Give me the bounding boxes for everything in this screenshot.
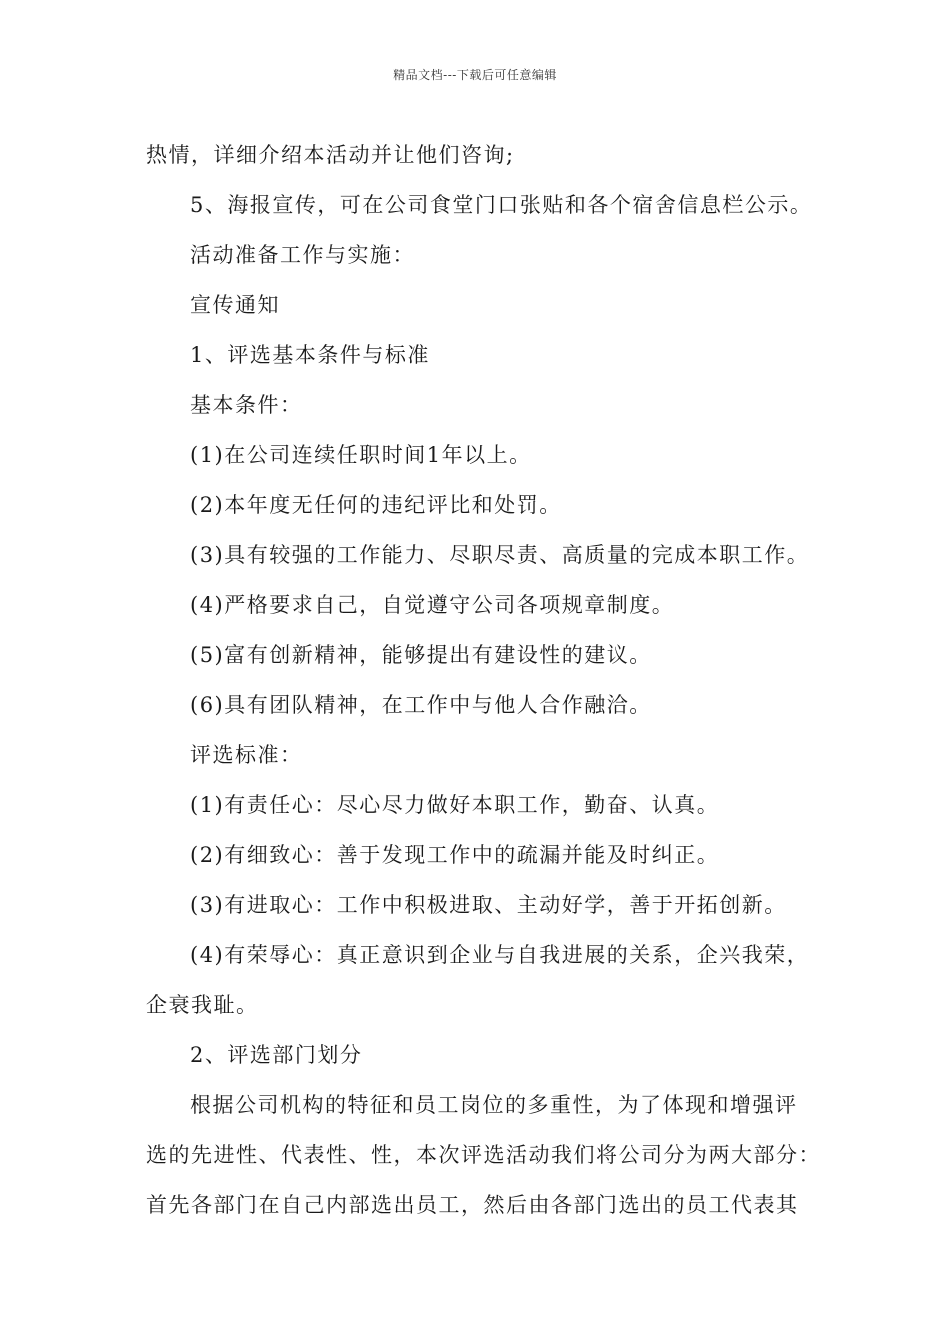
paragraph: (1)在公司连续任职时间1年以上。 [190, 443, 532, 467]
paragraph: (3)具有较强的工作能力、尽职尽责、高质量的完成本职工作。 [190, 543, 810, 567]
paragraph: 选的先进性、代表性、性，本次评选活动我们将公司分为两大部分： [146, 1143, 821, 1167]
paragraph: (1)有责任心：尽心尽力做好本职工作，勤奋、认真。 [190, 793, 720, 817]
paragraph: (6)具有团队精神，在工作中与他人合作融洽。 [190, 693, 652, 717]
paragraph: (2)本年度无任何的违纪评比和处罚。 [190, 493, 562, 517]
paragraph: 评选标准： [190, 743, 303, 767]
paragraph: 活动准备工作与实施： [190, 243, 415, 267]
document-body [146, 130, 826, 1230]
paragraph: (5)富有创新精神，能够提出有建设性的建议。 [190, 643, 652, 667]
paragraph: (2)有细致心：善于发现工作中的疏漏并能及时纠正。 [190, 843, 720, 867]
paragraph: (3)有进取心：工作中积极进取、主动好学，善于开拓创新。 [190, 893, 787, 917]
page-header: 精品文档---下载后可任意编辑 [393, 68, 557, 82]
paragraph: 2、评选部门划分 [190, 1043, 363, 1067]
paragraph: 根据公司机构的特征和员工岗位的多重性，为了体现和增强评 [190, 1093, 798, 1117]
paragraph: 宣传通知 [190, 293, 280, 317]
paragraph: 首先各部门在自己内部选出员工，然后由各部门选出的员工代表其 [146, 1193, 799, 1217]
paragraph: 企衰我耻。 [146, 993, 259, 1017]
paragraph: 1、评选基本条件与标准 [190, 343, 430, 367]
paragraph: (4)严格要求自己，自觉遵守公司各项规章制度。 [190, 593, 675, 617]
paragraph: 基本条件： [190, 393, 303, 417]
paragraph: 5、海报宣传，可在公司食堂门口张贴和各个宿舍信息栏公示。 [190, 193, 813, 217]
paragraph: 热情，详细介绍本活动并让他们咨询; [146, 143, 515, 167]
paragraph: (4)有荣辱心：真正意识到企业与自我进展的关系，企兴我荣， [190, 943, 810, 967]
